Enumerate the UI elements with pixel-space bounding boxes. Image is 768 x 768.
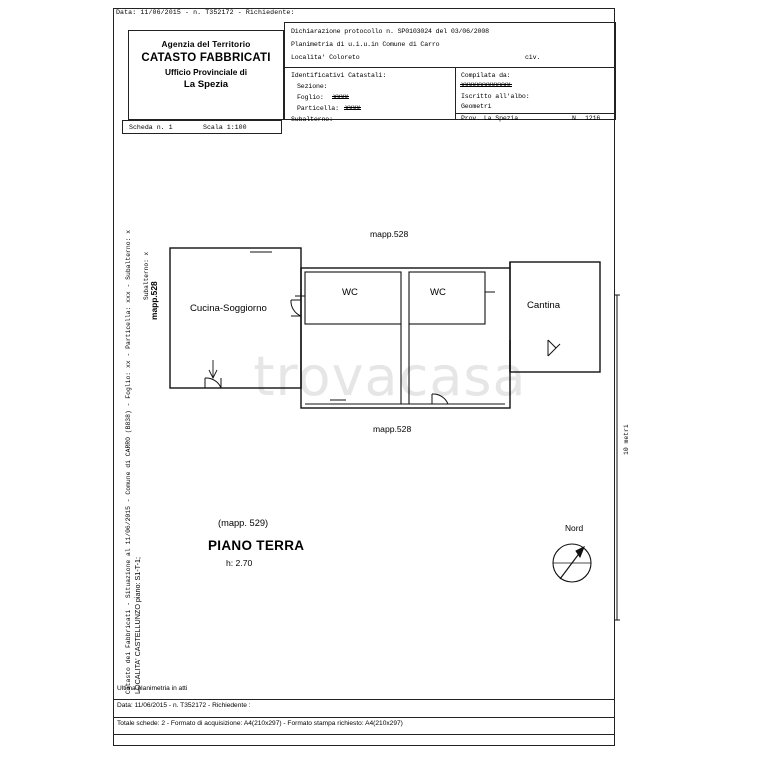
scale-10-metri-label: 10 metri <box>623 424 630 455</box>
declaration-box <box>284 22 616 123</box>
room-label-cantina: Cantina <box>527 300 561 311</box>
footer-line-1: Ultima planimetria in atti <box>117 685 188 692</box>
plan-title-floor: PIANO TERRA <box>208 538 305 553</box>
cadastral-title: Identificativi Catastali: <box>291 72 387 79</box>
footer-divider-1 <box>113 699 615 700</box>
protocol-line: Dichiarazione protocollo n. SP0103024 del 03/06/2008 <box>291 28 489 35</box>
register-value: Geometri <box>461 103 492 110</box>
subalterno-label: Subalterno: <box>291 116 333 123</box>
prov-label: Prov. La Spezia <box>461 115 519 122</box>
mapp-label-top: mapp.528 <box>370 229 409 239</box>
header-divider <box>285 67 615 68</box>
watermark: trovacasa <box>253 345 527 408</box>
footer-divider-3 <box>113 734 615 735</box>
particella-value: XXXX <box>345 105 361 112</box>
scala-label: Scala 1:100 <box>203 124 247 131</box>
particella-label: Particella: <box>297 105 339 112</box>
room-label-wc-2: WC <box>430 287 446 298</box>
footer-divider-2 <box>113 717 615 718</box>
sezione-label: Sezione: <box>297 83 328 90</box>
register-label: Iscritto all'albo: <box>461 93 530 100</box>
side-text-line-2: LOCALITA' CASTELLUNZO piano: S1-T-1; <box>133 556 142 694</box>
footer-line-3: Totale schede: 2 - Formato di acquisizione: A4(210x297) - Formato stampa richiesto: A4(210x297) <box>117 720 403 727</box>
plan-title-height: h: 2.70 <box>226 558 253 568</box>
locality-line: Localita' Coloreto <box>291 54 360 61</box>
agency-line-4: La Spezia <box>183 79 229 90</box>
agency-box <box>128 30 284 120</box>
room-label-wc-1: WC <box>342 287 358 298</box>
side-mapp-label: mapp.528 <box>149 281 159 320</box>
footer-line-2: Data: 11/06/2015 - n. T352172 - Richiedente : <box>117 702 251 709</box>
agency-line-2: CATASTO FABBRICATI <box>141 52 271 64</box>
agency-line-1: Agenzia del Territorio <box>161 39 251 49</box>
foglio-label: Foglio: <box>297 94 324 101</box>
side-subalterno-label: Subalterno: x <box>143 251 150 300</box>
agency-line-3: Ufficio Provinciale di <box>164 67 248 77</box>
number-label: N. <box>572 115 580 122</box>
scheda-box <box>122 120 282 134</box>
plan-title-mapp: (mapp. 529) <box>218 518 269 528</box>
mapp-label-bottom: mapp.528 <box>373 424 412 434</box>
compiled-divider <box>455 113 615 114</box>
room-label-cucina-soggiorno: Cucina-Soggiorno <box>190 303 267 314</box>
compass-label-nord: Nord <box>565 523 584 533</box>
side-text-line-1: Catasto dei Fabbricati - Situazione al 11/06/2015 - Comune di CARRO (B838) - Foglio: xx - Particella: xxx - Subalterno: x <box>125 229 132 694</box>
scheda-label: Scheda n. 1 <box>129 124 173 131</box>
document-header-date: Data: 11/06/2015 - n. T352172 - Richiedente: <box>116 9 295 16</box>
foglio-value: XXXX <box>333 94 349 101</box>
civ-label: civ. <box>525 54 541 61</box>
compiled-name: XXXXXXXXXXXXX <box>461 82 511 89</box>
planimetry-line: Planimetria di u.i.u.in Comune di Carro <box>291 41 440 48</box>
compiled-title: Compilata da: <box>461 72 511 79</box>
number-value: 1216 <box>585 115 601 122</box>
